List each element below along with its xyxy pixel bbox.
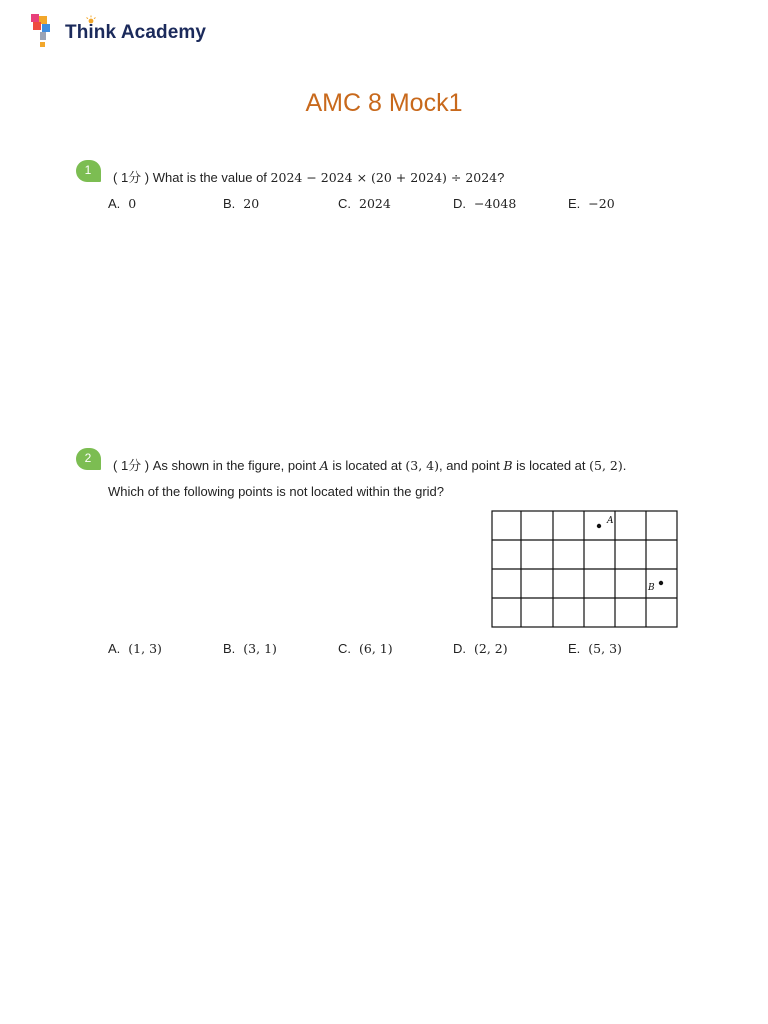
choice-letter: B.: [223, 641, 236, 656]
points-label: ( 1分 ): [113, 170, 150, 185]
page-title: AMC 8 Mock1: [305, 89, 463, 117]
coord-b: (5, 2): [589, 458, 623, 473]
question-text: As shown in the figure, point: [152, 458, 317, 473]
question-1-text: [113, 167, 504, 186]
choice-value: 20: [243, 196, 260, 211]
choice-letter: E.: [568, 641, 581, 656]
question-text: What is the value of: [152, 170, 267, 185]
think-academy-logo[interactable]: [28, 12, 228, 54]
choice-letter: B.: [223, 196, 236, 211]
choice-value: (3, 1): [243, 641, 277, 656]
choice-b[interactable]: [223, 196, 259, 211]
math-expression: 2024 − 2024 × (20 + 2024) ÷ 2024: [270, 170, 498, 185]
question-number: 1: [84, 163, 92, 177]
choice-value: 0: [128, 196, 137, 211]
choice-value: (1, 3): [128, 641, 162, 656]
question-mark: ?: [497, 170, 505, 185]
logo-text: Think Academy: [65, 22, 207, 43]
point-b-symbol: B: [503, 458, 513, 473]
choice-d[interactable]: [453, 196, 516, 211]
choice-a[interactable]: [108, 641, 162, 656]
grid-figure: [491, 510, 679, 630]
choice-value: −20: [588, 196, 615, 211]
choice-e[interactable]: [568, 641, 622, 656]
choice-a[interactable]: [108, 196, 136, 211]
choice-value: (5, 3): [588, 641, 622, 656]
choice-letter: D.: [453, 641, 466, 656]
question-2-line-2: Which of the following points is not located within the grid?: [108, 484, 445, 499]
question-2-text: [113, 455, 626, 474]
choice-d[interactable]: [453, 641, 508, 656]
period: .: [622, 458, 627, 473]
question-text: , and point: [438, 458, 500, 473]
point-b-dot: [659, 581, 663, 585]
points-label: ( 1分 ): [113, 458, 150, 473]
coord-a: (3, 4): [405, 458, 439, 473]
question-number: 2: [84, 451, 92, 465]
point-a-label: A: [607, 516, 614, 526]
choice-value: (6, 1): [359, 641, 393, 656]
choice-c[interactable]: [338, 196, 391, 211]
choice-letter: C.: [338, 196, 351, 211]
question-text: is located at: [516, 458, 586, 473]
choice-c[interactable]: [338, 641, 393, 656]
choice-value: (2, 2): [474, 641, 508, 656]
choice-letter: A.: [108, 196, 121, 211]
choice-value: 2024: [359, 196, 391, 211]
point-a-dot: [597, 524, 601, 528]
point-b-label: B: [648, 583, 655, 593]
choice-letter: A.: [108, 641, 121, 656]
choice-e[interactable]: [568, 196, 615, 211]
choice-b[interactable]: [223, 641, 277, 656]
point-a-symbol: A: [319, 458, 329, 473]
choice-letter: E.: [568, 196, 581, 211]
choice-letter: D.: [453, 196, 466, 211]
choice-letter: C.: [338, 641, 351, 656]
choice-value: −4048: [474, 196, 517, 211]
question-text: is located at: [332, 458, 402, 473]
logo-mark-icon: [28, 12, 62, 52]
